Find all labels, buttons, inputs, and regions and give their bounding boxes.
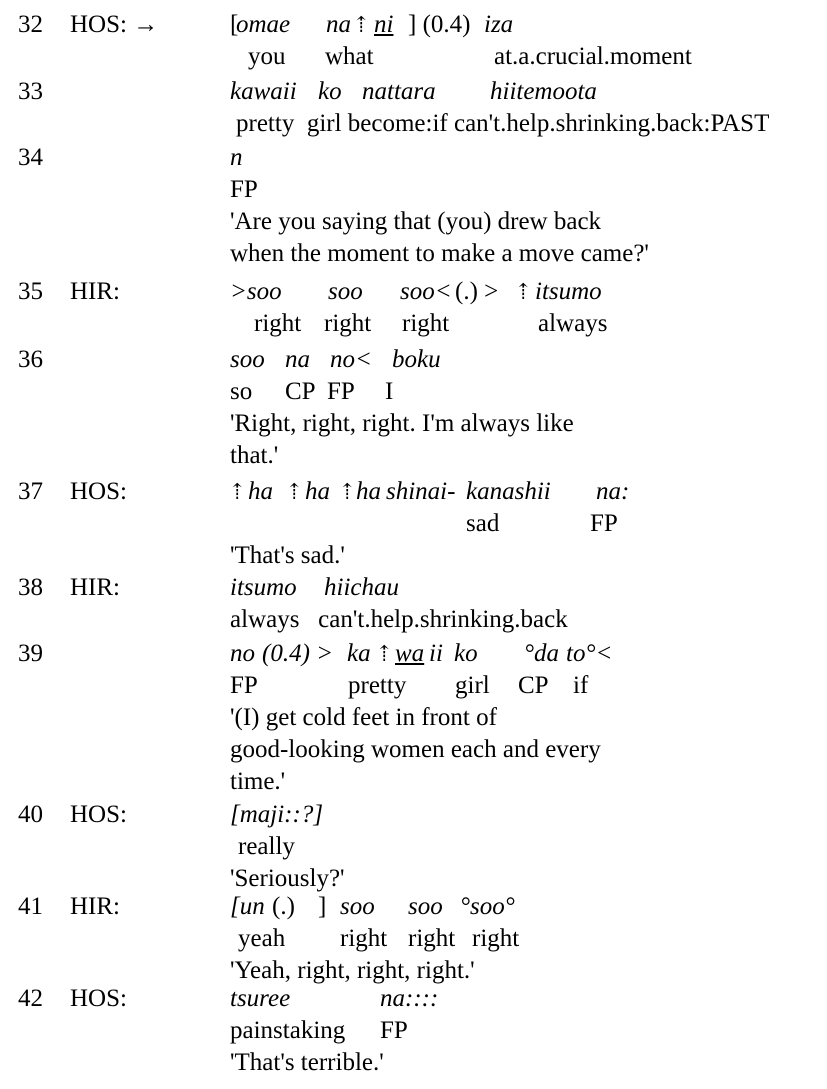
japanese-token: ] (0.4) xyxy=(408,11,471,38)
line-number: 39 xyxy=(18,640,43,667)
japanese-token: soo xyxy=(408,893,443,920)
speaker-label: HOS: xyxy=(70,478,127,505)
speaker-label: HOS: → xyxy=(70,11,159,38)
pitch-up-arrow-icon: ⇡ xyxy=(375,641,394,666)
japanese-token: ha xyxy=(248,478,273,505)
gloss-token: FP xyxy=(327,378,355,405)
japanese-token: omae xyxy=(236,11,291,38)
japanese-token: °da xyxy=(524,640,559,667)
free-translation: 'Right, right, right. I'm always like xyxy=(230,410,574,437)
pitch-up-arrow-icon: ⇡ xyxy=(338,479,357,504)
speaker-label: HOS: xyxy=(70,985,127,1012)
japanese-token: ha xyxy=(356,478,381,505)
japanese-token: (.) xyxy=(272,893,295,920)
japanese-token: na xyxy=(285,346,310,373)
gloss-token: FP xyxy=(590,510,618,537)
japanese-token: ii xyxy=(429,640,443,667)
speaker-label: HOS: xyxy=(70,801,127,828)
gloss-token: always xyxy=(538,310,608,337)
japanese-token: ha xyxy=(305,478,330,505)
free-translation: 'Are you saying that (you) drew back xyxy=(230,208,602,235)
gloss-token: pretty girl become:if can't.help.shrinking.back:PAST xyxy=(236,110,770,137)
gloss-token: what xyxy=(325,43,374,70)
line-number: 36 xyxy=(18,346,43,373)
japanese-token: hiitemoota xyxy=(490,78,597,105)
japanese-token: na xyxy=(326,11,351,38)
gloss-token: yeah xyxy=(238,925,286,952)
line-number: 34 xyxy=(18,144,43,171)
line-number: 42 xyxy=(18,985,43,1012)
speaker-label: HIR: xyxy=(70,574,120,601)
japanese-token: tsuree xyxy=(230,985,291,1012)
japanese-token: soo xyxy=(340,893,375,920)
gloss-token: always can't.help.shrinking.back xyxy=(230,606,568,633)
japanese-token: ni xyxy=(374,11,394,38)
free-translation: 'Seriously?' xyxy=(230,865,345,892)
japanese-token: to°< xyxy=(566,640,613,667)
line-number: 40 xyxy=(18,801,43,828)
free-translation: 'That's sad.' xyxy=(230,542,345,569)
pitch-up-arrow-icon: ⇡ xyxy=(352,12,371,37)
japanese-token: soo< xyxy=(400,278,452,305)
japanese-token: no xyxy=(230,640,255,667)
free-translation: good-looking women each and every xyxy=(230,736,601,763)
gloss-token: right xyxy=(340,925,388,952)
japanese-token: (.) > xyxy=(455,278,499,305)
japanese-token: soo xyxy=(230,346,265,373)
japanese-token: shinai- xyxy=(386,478,456,505)
gloss-token: I xyxy=(385,378,394,405)
japanese-token: n xyxy=(230,144,243,171)
line-number: 32 xyxy=(18,11,43,38)
pitch-up-arrow-icon: ⇡ xyxy=(285,479,304,504)
gloss-token: at.a.crucial.moment xyxy=(494,43,692,70)
gloss-token: right xyxy=(254,310,302,337)
japanese-token: (0.4) > xyxy=(262,640,334,667)
japanese-token: ko xyxy=(454,640,478,667)
gloss-token: so xyxy=(230,378,253,405)
gloss-token: painstaking xyxy=(230,1017,346,1044)
japanese-token: ka xyxy=(347,640,371,667)
speaker-label: HIR: xyxy=(70,893,120,920)
japanese-token: iza xyxy=(484,11,514,38)
japanese-token: no< xyxy=(330,346,372,373)
gloss-token: CP xyxy=(518,672,549,699)
japanese-token: °soo° xyxy=(460,893,515,920)
line-number: 33 xyxy=(18,78,43,105)
japanese-token: ] xyxy=(318,893,327,920)
line-number: 37 xyxy=(18,478,43,505)
japanese-token: [un xyxy=(230,893,265,920)
japanese-token: ko xyxy=(318,78,342,105)
line-number: 38 xyxy=(18,574,43,601)
japanese-token: na:::: xyxy=(380,985,439,1012)
line-number: 35 xyxy=(18,278,43,305)
japanese-token: hiichau xyxy=(324,574,399,601)
japanese-token: kawaii xyxy=(230,78,297,105)
gloss-token: FP xyxy=(230,672,258,699)
speaker-label: HIR: xyxy=(70,278,120,305)
gloss-token: right xyxy=(408,925,456,952)
gloss-token: right xyxy=(324,310,372,337)
free-translation: when the moment to make a move came?' xyxy=(230,240,649,267)
free-translation: '(I) get cold feet in front of xyxy=(230,704,497,731)
free-translation: 'That's terrible.' xyxy=(230,1049,384,1076)
gloss-token: right xyxy=(402,310,450,337)
japanese-token: nattara xyxy=(362,78,436,105)
pitch-up-arrow-icon: ⇡ xyxy=(228,479,247,504)
gloss-token: pretty xyxy=(348,672,407,699)
japanese-token: boku xyxy=(392,346,441,373)
gloss-token: girl xyxy=(455,672,490,699)
free-translation: 'Yeah, right, right, right.' xyxy=(230,957,475,984)
japanese-token: kanashii xyxy=(466,478,551,505)
gloss-token: you xyxy=(248,43,286,70)
gloss-token: right xyxy=(472,925,520,952)
gloss-token: if xyxy=(573,672,589,699)
japanese-token: na: xyxy=(596,478,630,505)
free-translation: time.' xyxy=(230,768,286,795)
japanese-token: itsumo xyxy=(230,574,297,601)
pitch-up-arrow-icon: ⇡ xyxy=(514,279,533,304)
gloss-token: FP xyxy=(380,1017,408,1044)
line-number: 41 xyxy=(18,893,43,920)
japanese-token: >soo xyxy=(230,278,282,305)
gloss-token: really xyxy=(238,833,295,860)
japanese-token: itsumo xyxy=(535,278,602,305)
free-translation: that.' xyxy=(230,442,279,469)
gloss-token: sad xyxy=(466,510,500,537)
gloss-token: CP xyxy=(285,378,316,405)
gloss-token: FP xyxy=(230,176,258,203)
japanese-token: soo xyxy=(328,278,363,305)
japanese-token: [maji::?] xyxy=(230,801,324,828)
japanese-token: [ xyxy=(230,11,239,38)
japanese-token: wa xyxy=(395,640,425,667)
